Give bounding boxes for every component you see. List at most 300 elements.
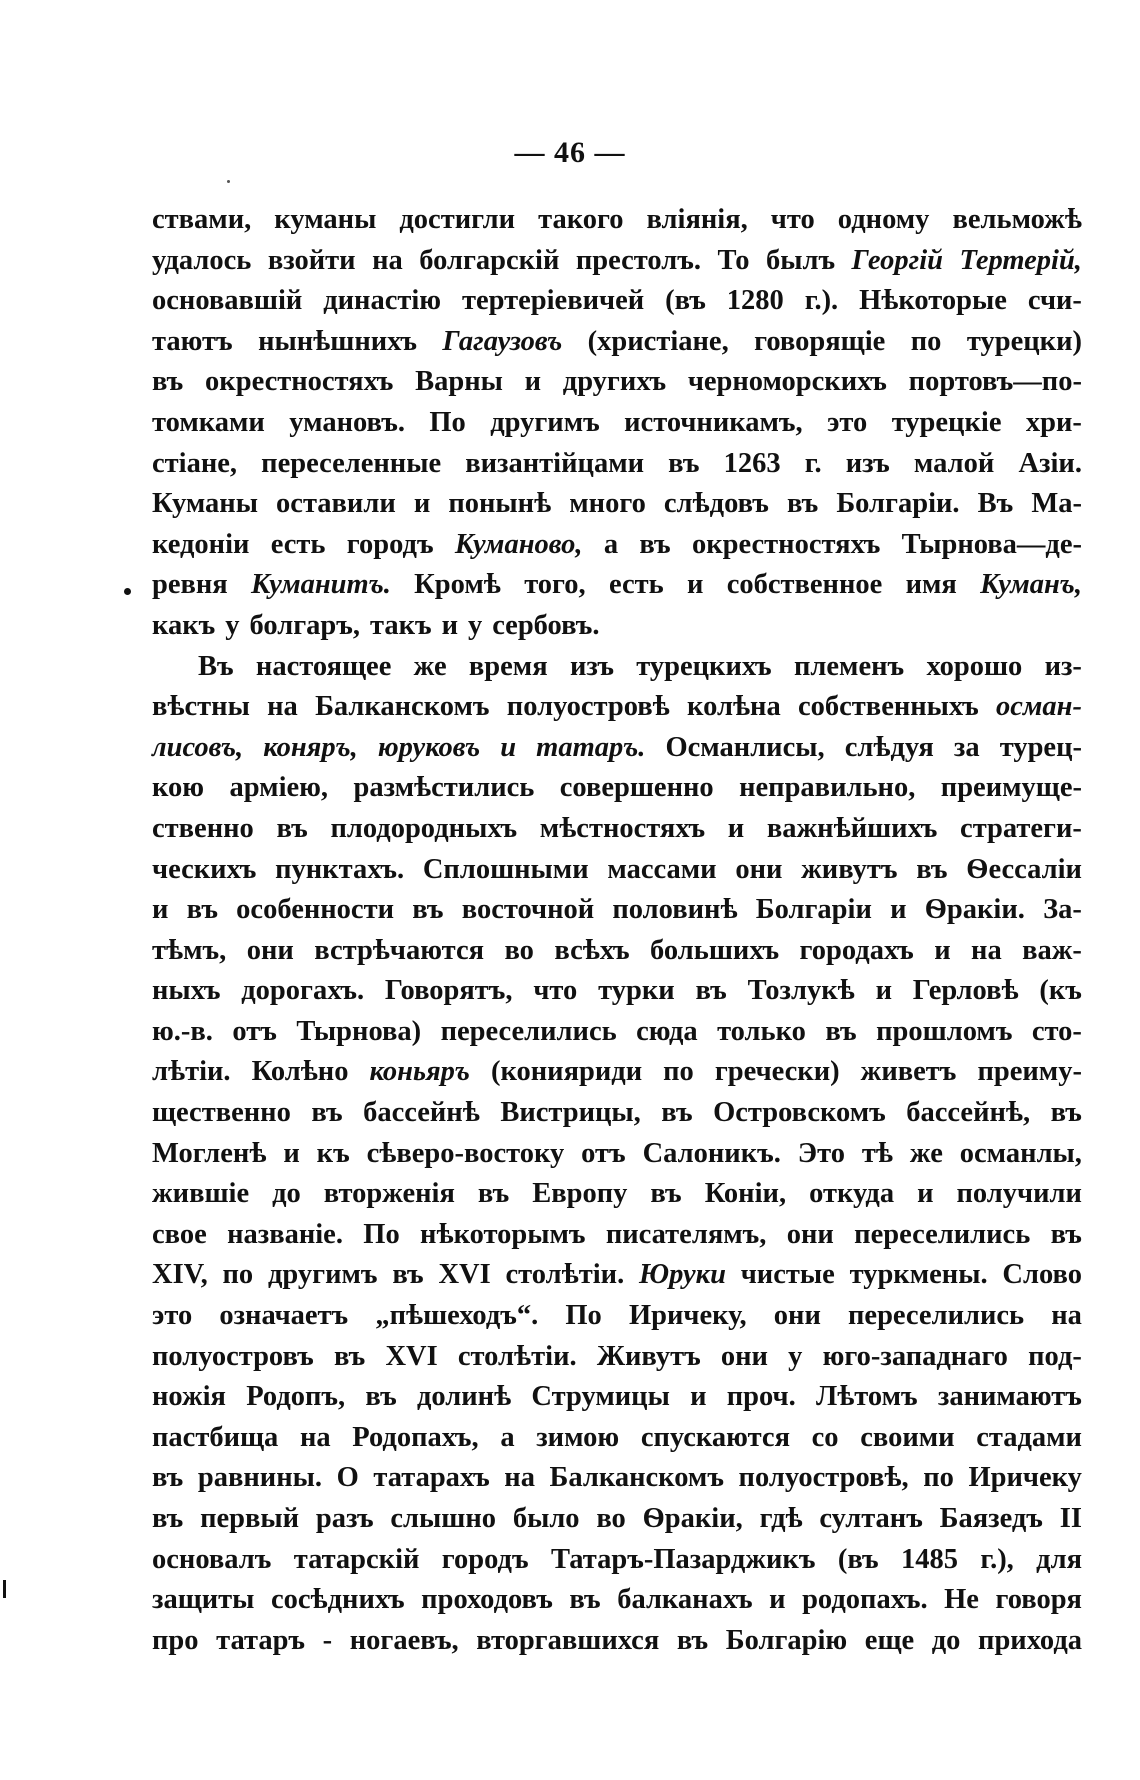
word: это	[827, 406, 868, 438]
word: (конияриди	[490, 1056, 643, 1088]
word: своими	[860, 1421, 955, 1453]
text-line	[152, 971, 1082, 1012]
word: Балканскомъ	[549, 1462, 724, 1494]
word: вторгавшихся	[476, 1624, 660, 1656]
word: 1485	[900, 1543, 958, 1575]
word: татарскій	[293, 1543, 420, 1575]
word: къ	[316, 1137, 350, 1169]
word: О	[336, 1462, 359, 1494]
word: и	[152, 894, 169, 926]
word: до	[931, 1624, 961, 1656]
word: родопахъ.	[802, 1584, 928, 1616]
word: лѣтіи.	[152, 1056, 231, 1088]
word: совершенно	[559, 772, 714, 804]
word: Тозлукѣ	[747, 975, 855, 1007]
text-line	[152, 241, 1082, 282]
word: живетъ	[860, 1056, 957, 1088]
word: въ	[152, 1503, 184, 1534]
word: у	[788, 1340, 803, 1372]
text-line	[152, 484, 1082, 525]
word: Говорятъ,	[384, 975, 513, 1007]
word: въ	[392, 1259, 424, 1291]
word: отъ	[581, 1137, 626, 1169]
word: Болгаріи	[755, 894, 872, 926]
word: кедоніи	[152, 528, 250, 560]
word: из-	[1044, 650, 1082, 682]
word: ственно	[152, 812, 254, 844]
word: еще	[864, 1624, 915, 1656]
text-line	[152, 565, 1082, 606]
word: откуда	[809, 1178, 895, 1210]
word: собственныхъ	[798, 691, 979, 723]
word: на	[971, 934, 1002, 966]
word: удалось	[152, 244, 252, 276]
word: это	[152, 1300, 193, 1332]
word: арміею,	[229, 772, 329, 804]
word: въ	[477, 1178, 510, 1210]
word: XVI	[438, 1259, 491, 1291]
word: и	[524, 366, 542, 398]
text-line	[152, 1377, 1082, 1418]
word: Балканскомъ	[315, 691, 490, 723]
word: Въ	[198, 650, 234, 682]
word: говоря	[995, 1584, 1082, 1616]
word: другимъ	[267, 1259, 378, 1291]
word: (къ	[1039, 975, 1082, 1007]
word: (христіане,	[587, 325, 729, 357]
word: есть	[270, 528, 326, 560]
word: юго-западнаго	[822, 1340, 1008, 1372]
word: и	[890, 894, 907, 926]
text-line	[152, 1012, 1082, 1053]
word: въ	[825, 1015, 857, 1047]
word: стадами	[976, 1421, 1082, 1453]
word: было	[512, 1503, 580, 1534]
word: -	[322, 1624, 333, 1656]
word: колѣна	[687, 691, 781, 723]
text-line	[152, 1255, 1082, 1296]
word: у	[467, 609, 483, 641]
word: городъ	[346, 528, 434, 560]
word: Куманы	[152, 488, 258, 520]
word: Гагаузовъ	[442, 325, 563, 357]
word: въ	[152, 1462, 184, 1494]
text-line	[152, 1337, 1082, 1378]
text-line	[152, 728, 1082, 769]
word: тѣ	[861, 1137, 894, 1169]
word: сѣверо-востоку	[366, 1137, 565, 1169]
text-line	[152, 525, 1082, 566]
word: для	[1036, 1543, 1082, 1575]
word: Татаръ-Пазарджикъ	[550, 1543, 816, 1575]
word: преимуще-	[940, 772, 1082, 804]
word: г.	[804, 447, 822, 479]
word: переселились	[440, 1015, 617, 1047]
word: куманы	[274, 204, 377, 235]
word: до	[272, 1178, 301, 1210]
word: сербовъ.	[492, 609, 600, 641]
word: на	[267, 691, 298, 723]
word: большихъ	[650, 934, 780, 966]
word: во	[596, 1503, 626, 1534]
word: Вистрицы,	[500, 1097, 641, 1129]
word: Островскомъ	[713, 1097, 886, 1129]
word: проходовъ	[421, 1584, 553, 1616]
word: ческихъ	[152, 853, 257, 885]
word: полуостровѣ,	[738, 1462, 909, 1494]
word: ногаевъ,	[349, 1624, 459, 1656]
word: Ѳракіи.	[924, 894, 1025, 926]
word: Османлисы,	[665, 731, 825, 763]
word: византійцами	[465, 447, 645, 479]
word: умановъ.	[289, 406, 405, 438]
word: портовъ—по-	[908, 366, 1082, 398]
text-line	[152, 1052, 1082, 1093]
word: живутъ	[801, 853, 898, 885]
word: прихода	[978, 1624, 1082, 1656]
word: пастбища	[152, 1421, 279, 1453]
word: (въ	[665, 285, 706, 317]
word: на	[372, 244, 403, 276]
word: а	[500, 1421, 515, 1453]
word: и	[727, 812, 745, 844]
word: турецкіе	[891, 406, 1002, 438]
word: въ	[186, 894, 218, 926]
word: они	[786, 1218, 834, 1250]
word: чистые	[740, 1259, 835, 1291]
word: дорогахъ.	[241, 975, 365, 1007]
word: Кромѣ	[414, 569, 501, 601]
word: и	[441, 609, 458, 641]
word: ю.-в.	[152, 1015, 213, 1047]
word: окрестностяхъ	[205, 366, 394, 398]
word: ревня	[152, 569, 228, 601]
word: султанъ	[819, 1503, 923, 1534]
word: за	[953, 731, 980, 763]
word: гречески)	[714, 1056, 840, 1088]
word: Живутъ	[596, 1340, 701, 1372]
word: по	[222, 1259, 254, 1291]
word: время	[468, 650, 548, 682]
word: Это	[797, 1137, 845, 1169]
word: Баязедъ	[939, 1503, 1043, 1534]
word: Тырнова)	[296, 1015, 422, 1047]
word: какъ	[152, 609, 216, 641]
word: г.),	[980, 1543, 1014, 1575]
page-number: — 46 —	[514, 136, 626, 169]
word: другимъ	[490, 406, 600, 438]
word: турки	[598, 975, 675, 1007]
word: нѣкоторымъ	[420, 1218, 586, 1250]
word: племенъ	[793, 650, 905, 682]
word: что	[770, 204, 815, 235]
word: слѣдовъ	[663, 488, 769, 520]
word: того,	[524, 569, 586, 601]
word: По	[565, 1300, 602, 1332]
text-line	[152, 362, 1082, 403]
word: въ	[365, 1381, 397, 1413]
word: и	[500, 731, 517, 763]
word: собственное	[726, 569, 883, 601]
word: кою	[152, 772, 205, 804]
word: въ	[276, 812, 308, 844]
word: сюда	[636, 1015, 698, 1047]
word: названіе.	[227, 1218, 343, 1250]
margin-mark	[124, 588, 131, 595]
word: настоящее	[255, 650, 392, 682]
word: проч.	[726, 1381, 796, 1413]
word: Георгій	[851, 244, 943, 276]
text-line	[152, 1540, 1082, 1581]
word: встрѣчаются	[314, 934, 485, 966]
word: Куманитъ.	[251, 569, 391, 601]
word: неправильно,	[739, 772, 916, 804]
word: во	[504, 934, 534, 966]
word: переселились	[854, 1218, 1031, 1250]
word: турецкихъ	[636, 650, 772, 682]
text-line	[152, 768, 1082, 809]
word: Лѣтомъ	[815, 1381, 918, 1413]
margin-tick	[3, 1580, 6, 1598]
word: городъ	[441, 1543, 529, 1575]
word: По	[363, 1218, 400, 1250]
word: юруковъ	[377, 731, 481, 763]
word: турец-	[999, 731, 1082, 763]
word: Ѳессаліи	[966, 853, 1082, 885]
text-line	[152, 1134, 1082, 1175]
word: слышно	[390, 1503, 497, 1534]
word: долинѣ	[416, 1381, 512, 1413]
word: въ	[1050, 1218, 1082, 1250]
word: хри-	[1025, 406, 1082, 438]
word: и	[686, 569, 704, 601]
word: на	[1051, 1300, 1082, 1332]
word: плодородныхъ	[330, 812, 518, 844]
print-speck	[227, 180, 230, 183]
word: такъ	[369, 609, 432, 641]
word: вѣстны	[152, 691, 250, 723]
word: османлы,	[959, 1137, 1082, 1169]
word: Ма-	[1031, 488, 1082, 520]
word: мѣстностяхъ	[539, 812, 706, 844]
text-line	[152, 931, 1082, 972]
word: томками	[152, 406, 265, 438]
word: со	[811, 1421, 839, 1453]
word: династію	[323, 285, 442, 317]
word: изъ	[845, 447, 890, 479]
word: бассейнѣ,	[906, 1097, 1031, 1129]
text-line	[152, 403, 1082, 444]
word: всѣхъ	[554, 934, 630, 966]
word: За-	[1043, 894, 1082, 926]
word: въ	[676, 1624, 709, 1656]
word: массами	[607, 853, 717, 885]
word: (въ	[837, 1543, 879, 1575]
word: Юруки	[639, 1259, 726, 1291]
word: въ	[786, 488, 819, 520]
word: у	[225, 609, 240, 641]
word: преиму-	[977, 1056, 1082, 1088]
word: ствами,	[152, 204, 252, 235]
word: и	[769, 1584, 786, 1616]
word: тѣмъ,	[152, 934, 227, 966]
word: болгаръ,	[249, 609, 360, 641]
word: хорошо	[926, 650, 1023, 682]
word: То	[717, 244, 750, 276]
text-line	[152, 809, 1082, 850]
word: въ	[311, 1097, 343, 1129]
word: туркмены.	[849, 1259, 988, 1291]
word: Родопъ,	[246, 1381, 346, 1413]
text-line	[152, 1418, 1082, 1459]
word: половинѣ	[612, 894, 738, 926]
text-line	[152, 1580, 1082, 1621]
word: писателямъ,	[605, 1218, 767, 1250]
word: въ	[1050, 1097, 1082, 1129]
word: полуостровѣ	[506, 691, 670, 723]
word: по	[910, 325, 942, 357]
word: защиты	[152, 1584, 255, 1616]
word: и	[690, 1381, 707, 1413]
word: по	[923, 1462, 954, 1494]
word: Болгаріи.	[836, 488, 960, 520]
word: Могленѣ	[152, 1137, 267, 1169]
text-line	[152, 1215, 1082, 1256]
text-line	[152, 1174, 1082, 1215]
word: размѣстились	[353, 772, 535, 804]
word: а	[603, 528, 619, 560]
word: пунктахъ.	[275, 853, 405, 885]
word: другихъ	[562, 366, 667, 398]
word: одному	[837, 204, 930, 235]
word: XIV,	[152, 1259, 208, 1291]
word: имя	[905, 569, 957, 601]
word: Куманъ,	[980, 569, 1082, 601]
word: они	[773, 1300, 821, 1332]
word: важнѣйшихъ	[766, 812, 938, 844]
word: Варны	[415, 366, 503, 398]
word: въ	[639, 528, 671, 560]
word: въ	[668, 447, 700, 479]
word: разъ	[315, 1503, 374, 1534]
word: восточной	[461, 894, 595, 926]
word: нынѣшнихъ	[258, 325, 417, 357]
word: они	[720, 1340, 768, 1372]
word: 1263	[723, 447, 781, 479]
word: малой	[913, 447, 995, 479]
word: что	[533, 975, 578, 1007]
word: есть	[608, 569, 664, 601]
word: Ѳракіи,	[642, 1503, 743, 1534]
word: татаръ.	[536, 731, 646, 763]
word: зимою	[536, 1421, 620, 1453]
word: Слово	[1002, 1259, 1082, 1291]
word: въ	[412, 894, 444, 926]
word: важ-	[1022, 934, 1082, 966]
word: отъ	[232, 1015, 277, 1047]
word: престолъ.	[575, 244, 702, 276]
word: городахъ	[799, 934, 914, 966]
word: и	[934, 934, 951, 966]
word: основавшій	[152, 285, 303, 317]
word: переселенные	[261, 447, 442, 479]
word: занимаютъ	[937, 1381, 1082, 1413]
text-line	[152, 444, 1082, 485]
body-text	[152, 200, 1082, 1661]
word: стратеги-	[960, 812, 1082, 844]
word: черноморскихъ	[687, 366, 887, 398]
text-line	[152, 687, 1082, 728]
word: свое	[152, 1218, 207, 1250]
word: балканахъ	[617, 1584, 753, 1616]
word: и	[413, 488, 431, 520]
word: былъ	[765, 244, 836, 276]
word: Родопахъ,	[352, 1421, 479, 1453]
word: Тырнова—де-	[901, 528, 1082, 560]
word: источникамъ,	[624, 406, 803, 438]
word: же	[909, 1137, 943, 1169]
word: коньяръ	[369, 1056, 470, 1088]
word: въ	[916, 853, 948, 885]
word: взойти	[267, 244, 356, 276]
word: счи-	[1027, 285, 1082, 317]
word: стіане,	[152, 447, 238, 479]
word: получили	[956, 1178, 1082, 1210]
text-line	[152, 1499, 1082, 1540]
word: и	[875, 975, 892, 1007]
word: они	[735, 853, 783, 885]
word: Не	[944, 1584, 979, 1616]
word: щественно	[152, 1097, 291, 1129]
word: полуостровъ	[152, 1340, 314, 1372]
word: под-	[1028, 1340, 1082, 1372]
word: Болгарію	[725, 1624, 848, 1656]
word: прошломъ	[876, 1015, 1013, 1047]
word: Азіи.	[1018, 447, 1082, 479]
word: переселились	[848, 1300, 1025, 1332]
text-line	[152, 200, 1082, 241]
text-line	[152, 1296, 1082, 1337]
word: Колѣно	[251, 1056, 349, 1088]
word: въ	[695, 975, 727, 1007]
word: По	[429, 406, 466, 438]
word: сто-	[1031, 1015, 1082, 1047]
word: первый	[200, 1503, 300, 1534]
word: сосѣднихъ	[270, 1584, 405, 1616]
word: Коніи,	[704, 1178, 787, 1210]
word: говорящіе	[754, 325, 886, 357]
text-line	[152, 281, 1082, 322]
word: въ	[661, 1097, 693, 1129]
word: Куманово,	[454, 528, 583, 560]
word: Въ	[977, 488, 1014, 520]
word: про	[152, 1624, 199, 1656]
word: въ	[152, 366, 184, 398]
word: только	[717, 1015, 806, 1047]
text-line	[152, 606, 1082, 647]
word: ножія	[152, 1381, 226, 1413]
word: же	[413, 650, 447, 682]
word: II	[1059, 1503, 1082, 1534]
word: татарахъ	[373, 1462, 490, 1494]
word: Иричеку	[968, 1462, 1082, 1494]
text-line	[152, 1093, 1082, 1134]
text-line	[152, 890, 1082, 931]
word: гдѣ	[759, 1503, 803, 1534]
word: на	[299, 1421, 331, 1453]
word: тертеріевичей	[462, 285, 645, 317]
text-line	[152, 1621, 1082, 1662]
